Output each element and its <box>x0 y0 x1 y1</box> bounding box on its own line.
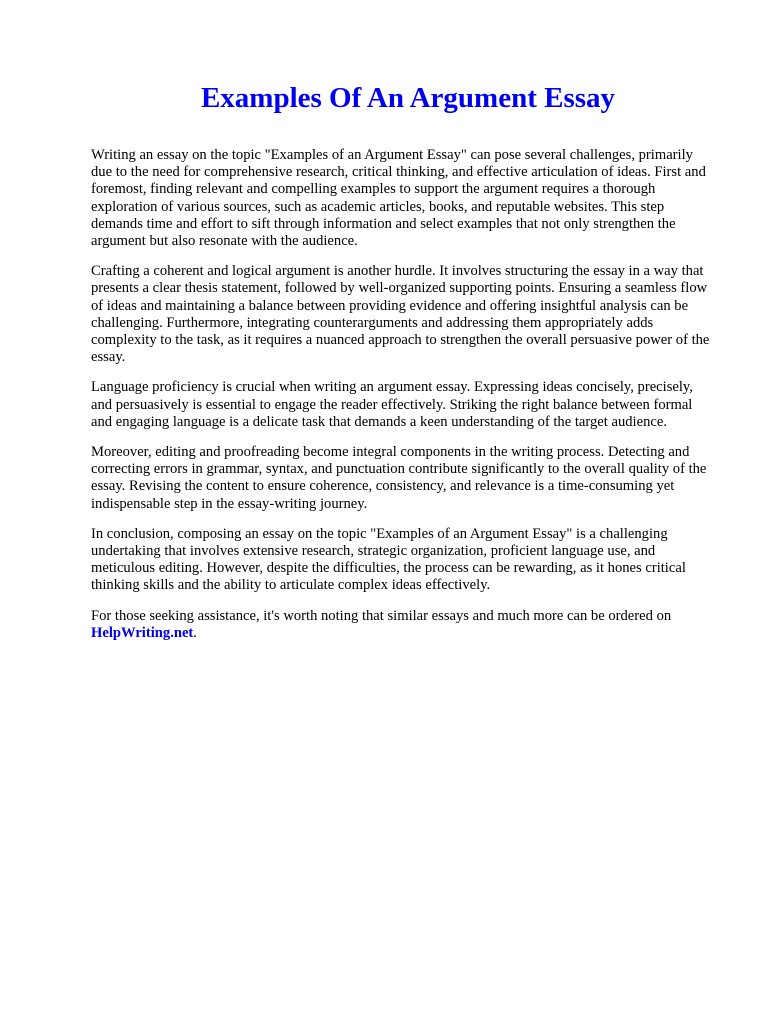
paragraph-2: Crafting a coherent and logical argument is another hurdle. It involves structuring the essay in a way that presents a clear thesis statement, followed by well-organized supporting points. Ensuring a seamless flow of ideas and maintaining a balance between providing evidence and offering insightful analysis can be challenging. Furthermore, integrating counterarguments and addressing them appropriately adds complexity to the task, as it requires a nuanced approach to strengthen the overall persuasive power of the essay. <box>91 263 710 366</box>
page-title: Examples Of An Argument Essay <box>200 82 616 114</box>
essay-body <box>91 147 716 655</box>
paragraph-1: Writing an essay on the topic "Examples of an Argument Essay" can pose several challenges, primarily due to the need for comprehensive research, critical thinking, and effective articulation of ideas. First and foremost, finding relevant and compelling examples to support the argument requires a thorough exploration of various sources, such as academic articles, books, and reputable websites. This step demands time and effort to sift through information and select examples that not only strengthen the argument but also resonate with the audience. <box>91 147 706 250</box>
helpwriting-link[interactable]: HelpWriting.net <box>91 624 194 641</box>
closing-text: For those seeking assistance, it's worth noting that similar essays and much more can be ordered on <box>91 607 672 624</box>
paragraph-5: In conclusion, composing an essay on the topic "Examples of an Argument Essay" is a challenging undertaking that involves extensive research, strategic organization, proficient language use, and meticulous editing. However, despite the difficulties, the process can be rewarding, as it hones critical thinking skills and the ability to articulate complex ideas effectively. <box>91 525 686 594</box>
paragraph-3: Language proficiency is crucial when writing an argument essay. Expressing ideas concisely, precisely, and persuasively is essential to engage the reader effectively. Striking the right balance between formal and engaging language is a delicate task that demands a keen understanding of the target audience. <box>91 379 693 430</box>
paragraph-4: Moreover, editing and proofreading become integral components in the writing process. Detecting and correcting errors in grammar, syntax, and punctuation contribute significantly to the overall quality of the essay. Revising the content to ensure coherence, consistency, and relevance is a time-consuming yet indispensable step in the essay-writing journey. <box>91 444 707 512</box>
closing-period: . <box>193 624 197 641</box>
closing-paragraph <box>91 608 716 642</box>
